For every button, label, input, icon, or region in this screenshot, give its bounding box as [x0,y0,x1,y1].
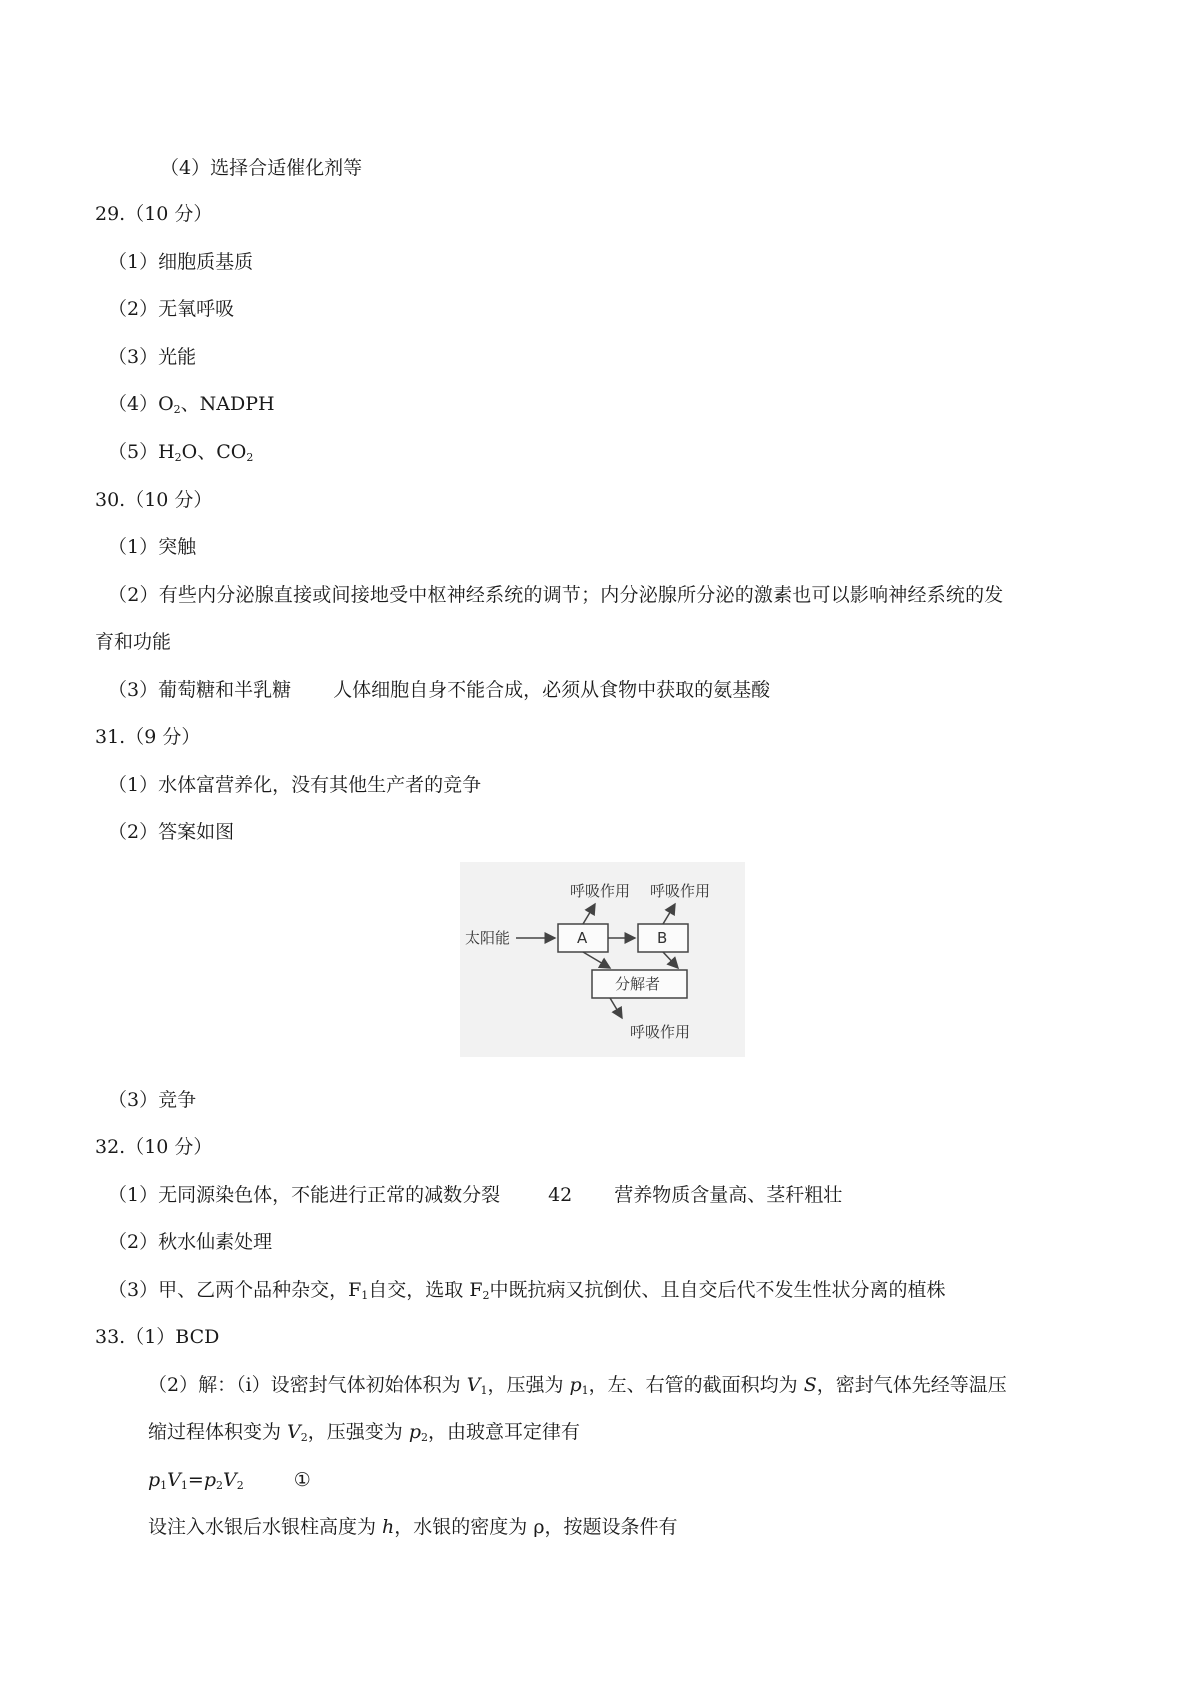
question-heading: 32.（10 分） [95,1136,213,1158]
subscript: 2 [300,1431,308,1444]
variable: p [408,1421,421,1443]
question-heading: 29.（10 分） [95,203,213,225]
variable: V [223,1469,237,1491]
answer-line [108,1183,842,1207]
text-run: （5）H [108,441,175,463]
question-heading: 30.（10 分） [95,489,213,511]
answer-line: （2）秋水仙素处理 [108,1231,273,1253]
respiration-label-decomposer: 呼吸作用 [630,1023,691,1041]
answer-line: （2）有些内分泌腺直接或间接地受中枢神经系统的调节；内分泌腺所分泌的激素也可以影响神经系统的发 [108,584,1004,606]
subscript: 2 [421,1431,428,1444]
variable: p [569,1374,582,1396]
text-run: （3）葡萄糖和半乳糖 [108,679,292,701]
answer-line [108,678,770,702]
variable: p [148,1469,161,1491]
answer-line: （3）竞争 [108,1089,197,1111]
text-run: ，压强变为 [307,1421,409,1443]
respiration-label-b: 呼吸作用 [650,882,711,900]
arrow-b-respiration [663,904,675,924]
answer-line [108,1278,946,1302]
subscript: 1 [160,1479,168,1492]
question-heading: 31.（9 分） [95,726,201,748]
arrow-b-to-decomposer [663,952,678,968]
subscript: 1 [180,1479,188,1492]
text-run: ，左、右管的截面积均为 [588,1374,804,1396]
variable: p [203,1469,216,1491]
text-run: （1）无同源染色体，不能进行正常的减数分裂 [108,1184,501,1206]
text-run: ，水银的密度为 ρ，按题设条件有 [394,1516,678,1538]
text-run: 、NADPH [180,393,275,415]
text-run: （2）解：（i）设密封气体初始体积为 [148,1374,467,1396]
answer-line: （3）光能 [108,346,197,368]
text-run: 缩过程体积变为 [148,1421,288,1443]
subscript: 2 [174,451,182,464]
answer-line: （2）答案如图 [108,821,235,843]
answer-line [148,1515,678,1539]
subscript: 2 [246,451,254,464]
variable: V [167,1469,181,1491]
variable: S [803,1374,817,1396]
answer-line: （1）突触 [108,536,197,558]
text-run: 42 [548,1184,573,1206]
answer-line: 育和功能 [95,631,172,653]
text-run: O、CO [181,441,247,463]
energy-flow-diagram [460,862,745,1057]
box-a-label: A [577,929,588,947]
arrow-decomposer-respiration [610,998,622,1018]
equation-number: ① [293,1469,311,1491]
text-run: 营养物质含量高、茎秆粗壮 [614,1184,843,1206]
text-run: （3）甲、乙两个品种杂交，F [108,1279,362,1301]
arrow-a-respiration [583,904,595,924]
question-heading: 33.（1）BCD [95,1326,220,1348]
answer-line [148,1420,580,1444]
variable: h [382,1516,395,1538]
text-run: ，压强为 [487,1374,570,1396]
text-run: 设注入水银后水银柱高度为 [148,1516,383,1538]
answer-line [108,440,253,464]
respiration-label-a: 呼吸作用 [570,882,631,900]
answer-line: （4）选择合适催化剂等 [160,157,363,179]
text-run: ，密封气体先经等温压 [816,1374,1007,1396]
text-run: ，由玻意耳定律有 [428,1421,581,1443]
arrow-a-to-decomposer [583,952,610,968]
answer-line [148,1373,1007,1397]
energy-flow-svg [460,862,745,1057]
box-decomposer-label: 分解者 [615,975,661,993]
equation-line [148,1468,311,1492]
answer-line: （1）水体富营养化，没有其他生产者的竞争 [108,774,482,796]
variable: V [287,1421,301,1443]
text-run: 自交，选取 F [368,1279,483,1301]
answer-line: （2）无氧呼吸 [108,298,235,320]
answer-line [108,392,275,416]
subscript: 2 [236,1479,244,1492]
subscript: 1 [480,1384,488,1397]
subscript: 2 [173,403,181,416]
subscript: 2 [216,1479,223,1492]
box-b-label: B [657,929,668,947]
answer-line: （1）细胞质基质 [108,251,254,273]
subscript: 2 [482,1289,490,1302]
variable: V [466,1374,481,1396]
text-run: （4）O [108,393,174,415]
text-run: 中既抗病又抗倒伏、且自交后代不发生性状分离的植株 [489,1279,946,1301]
subscript: 1 [581,1384,589,1397]
subscript: 1 [361,1289,369,1302]
equals-sign: = [187,1469,204,1491]
sunlight-label: 太阳能 [465,929,511,947]
text-run: 人体细胞自身不能合成，必须从食物中获取的氨基酸 [333,679,771,701]
